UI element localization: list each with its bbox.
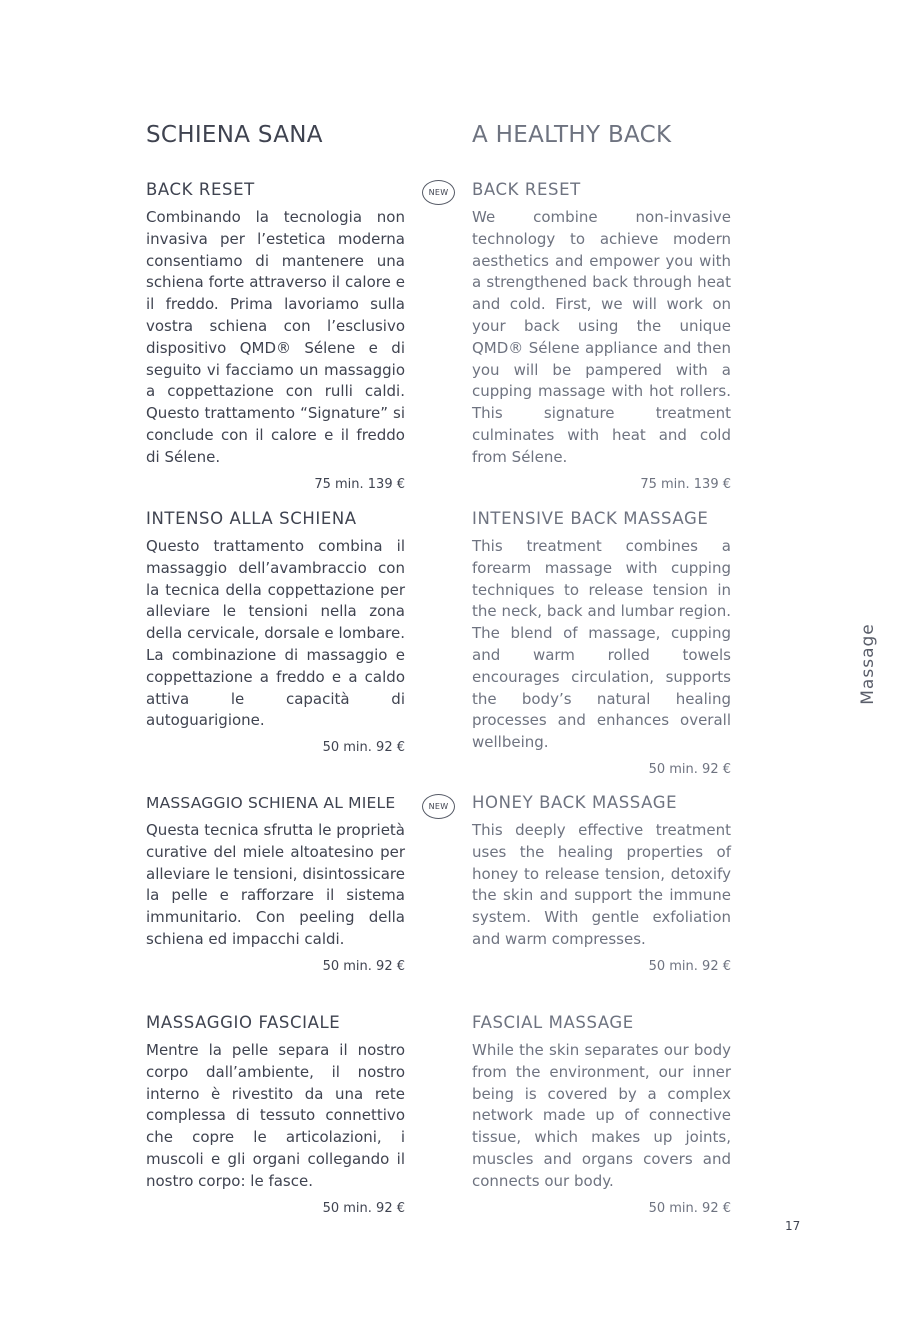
treatment-description: Questa tecnica sfrutta le proprietà curative del miele altoatesino per alleviare le tensioni, disintossicare la pelle e rafforzare il sistema immunitario. Con peeling della schiena ed impacchi caldi. xyxy=(146,821,405,948)
treatment-price: 50 min. 92 € xyxy=(648,1200,731,1216)
treatment-price: 50 min. 92 € xyxy=(322,740,405,756)
section-side-label: Massage xyxy=(858,623,878,705)
treatment-name: MASSAGGIO FASCIALE xyxy=(146,1013,341,1032)
treatment-name: HONEY BACK MASSAGE xyxy=(472,793,678,812)
treatment-name: INTENSO ALLA SCHIENA xyxy=(146,509,357,528)
treatment-price: 50 min. 92 € xyxy=(648,958,731,974)
section-title-italian: SCHIENA SANA xyxy=(146,122,323,148)
treatment-miele-it xyxy=(146,792,405,976)
treatment-price: 50 min. 92 € xyxy=(322,1200,405,1216)
treatment-name: MASSAGGIO SCHIENA AL MIELE xyxy=(146,794,396,812)
treatment-name: BACK RESET xyxy=(472,180,581,199)
treatment-intensive-back-en xyxy=(472,508,731,779)
treatment-price: 50 min. 92 € xyxy=(648,761,731,777)
treatment-description: This treatment combines a forearm massage with cupping techniques to release tension in the neck, back and lumbar region. The blend of massage, cupping and warm rolled towels encourages circulation, supports the body’s natural healing processes and enhances overall wellbeing. xyxy=(472,537,731,752)
treatment-name: INTENSIVE BACK MASSAGE xyxy=(472,509,709,528)
treatment-description: Mentre la pelle separa il nostro corpo dall’ambiente, il nostro interno è rivestito da una rete complessa di tessuto connettivo che copre le articolazioni, i muscoli e gli organi collegando il nostro corpo: le fasce. xyxy=(146,1041,405,1190)
treatment-price: 75 min. 139 € xyxy=(640,476,731,492)
treatment-name: BACK RESET xyxy=(146,180,255,199)
page-number: 17 xyxy=(785,1219,801,1233)
treatment-description: Questo trattamento combina il massaggio dell’avambraccio con la tecnica della coppettazione per alleviare le tensioni nella zona della cervicale, dorsale e lombare. La combinazione di massaggio e coppettazione a freddo e a caldo attiva le capacità di autoguarigione. xyxy=(146,537,405,730)
new-badge: NEW xyxy=(422,794,455,819)
treatment-honey-back-en xyxy=(472,792,731,976)
treatment-description: Combinando la tecnologia non invasiva per l’estetica moderna consentiamo di mantenere una schiena forte attraverso il calore e il freddo. Prima lavoriamo sulla vostra schiena con l’esclusivo dispositivo QMD® Sélene e di seguito vi facciamo un massaggio a coppettazione con rulli caldi. Questo trattamento “Signature” si conclude con il calore e il freddo di Sélene. xyxy=(146,208,405,466)
treatment-fascial-en xyxy=(472,1012,731,1218)
section-title-english: A HEALTHY BACK xyxy=(472,122,672,148)
treatment-back-reset-it xyxy=(146,179,405,494)
treatment-name: FASCIAL MASSAGE xyxy=(472,1013,634,1032)
treatment-fasciale-it xyxy=(146,1012,405,1218)
treatment-back-reset-en xyxy=(472,179,731,494)
treatment-intenso-schiena-it xyxy=(146,508,405,757)
treatment-description: While the skin separates our body from the environment, our inner being is covered by a complex network made up of connective tissue, which makes up joints, muscles and organs covers and connects our body. xyxy=(472,1041,731,1190)
new-badge: NEW xyxy=(422,180,455,205)
treatment-description: We combine non-invasive technology to achieve modern aesthetics and empower you with a strengthened back through heat and cold. First, we will work on your back using the unique QMD® Sélene appliance and then you will be pampered with a cupping massage with hot rollers. This signature treatment culminates with heat and cold from Sélene. xyxy=(472,208,731,466)
treatment-description: This deeply effective treatment uses the healing properties of honey to release tension, detoxify the skin and support the immune system. With gentle exfoliation and warm compresses. xyxy=(472,821,731,948)
treatment-price: 50 min. 92 € xyxy=(322,958,405,974)
treatment-price: 75 min. 139 € xyxy=(314,476,405,492)
